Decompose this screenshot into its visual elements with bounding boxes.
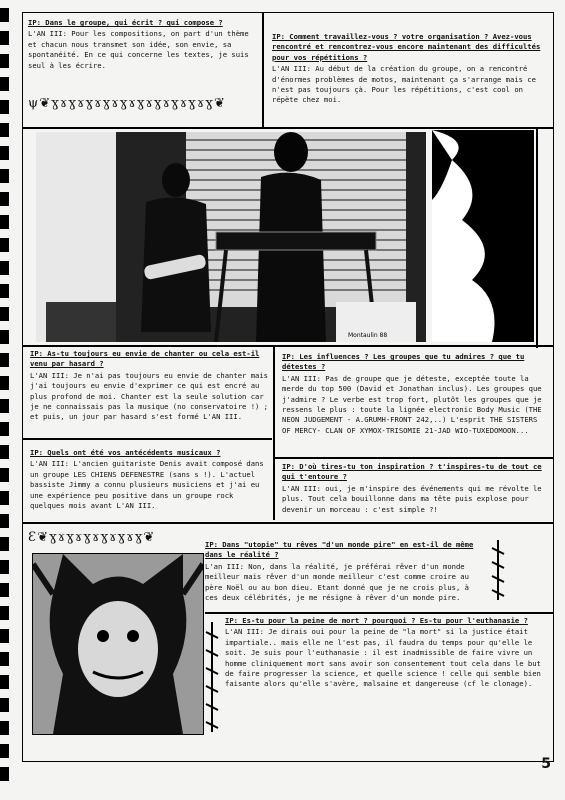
ornament-border: Ɛ❦ɣɤɣɤɣɤɣɤɣɤɣ❦ [28,530,156,545]
binding-hole [0,376,9,390]
binding-hole [0,652,9,666]
binding-hole [0,353,9,367]
binding-hole [0,284,9,298]
binding-hole [0,100,9,114]
binding-hole [0,146,9,160]
binding-hole [0,422,9,436]
binding-hole [0,330,9,344]
divider-line [22,438,272,440]
column-divider [273,345,275,520]
binding-holes [0,0,10,800]
binding-hole [0,123,9,137]
binding-hole [0,583,9,597]
binding-hole [0,169,9,183]
answer-text: L'AN III: Je n'ai pas toujours eu envie de chanter mais j'ai toujours eu envie d'exprimer ce qui est encré au plus profond de moi. Chanter est la seule solution car je ne connaissais pas la musique (no conservatoire !) ; et puis, un jour par hasard s'est formé L'AN III. [30,370,268,422]
question-text: IP: Quels ont été vos antécédents musicaux ? [30,448,221,457]
binding-hole [0,192,9,206]
binding-hole [0,514,9,528]
decorative-artwork [432,130,534,342]
ornament-border: ψ❦ɣɤɣɤɣɤɣɤɣɤɣɤɣɤɣɤɣɤɣ❦ [28,96,226,111]
answer-text: L'AN III: Pour les compositions, on part d'un thème et chacun nous transmet son idée, son envie, sa spontanéité. En ce qui concerne les textes, je suis seul à les écrire. [28,29,249,70]
column-divider [262,12,264,127]
band-photo-image [36,132,426,342]
binding-hole [0,399,9,413]
interview-q5 [282,352,544,436]
question-text: IP: Comment travaillez-vous ? votre organisation ? Avez-vous rencontré et rencontrez-vous encore maintenant des difficultés pour vos répétitions ? [272,32,541,62]
binding-hole [0,31,9,45]
photo-caption: Montaulin 88 [348,332,388,339]
binding-hole [0,238,9,252]
interview-q7 [205,540,485,603]
page-number: 5 [541,756,551,772]
band-photo [36,132,426,342]
binding-hole [0,767,9,781]
question-text: IP: Dans "utopie" tu rêves "d'un monde pire" en est-il de même dans le réalité ? [205,540,474,560]
binding-hole [0,606,9,620]
question-text: IP: Les influences ? Les groupes que tu admires ? que tu détestes ? [282,352,525,372]
binding-hole [0,54,9,68]
binding-hole [0,629,9,643]
binding-hole [0,445,9,459]
answer-text: L'AN III: Pas de groupe que je déteste, exceptée toute la merde du top 500 (David et Jonathan inclus). Les groupes que j'admire ? Le verbe est trop fort, plutôt les groupes que je ressens le plus : toute la lignée electronic Body Music (THE NEON JUDGEMENT - A.GRUMH-FRONT 242,..) L'esprit THE SISTERS OF MERCY- CLAN OF XYMOX-TRISOMIE 21-JAD WIO-TUXEDOMOON... [282,373,542,435]
binding-hole [0,721,9,735]
divider-line [22,127,553,129]
binding-hole [0,307,9,321]
interview-q8 [225,616,545,690]
interview-q3 [30,349,270,423]
vertical-ornament [204,622,220,732]
binding-hole [0,468,9,482]
vertical-ornament [488,540,508,600]
interview-q4 [30,448,270,511]
column-divider [536,128,538,348]
binding-hole [0,261,9,275]
binding-hole [0,8,9,22]
binding-hole [0,560,9,574]
answer-text: L'AN III: Je dirais oui pour la peine de "la mort" si la justice était impartiale.. mais elle ne l'est pas, il faudra du temps pour qu'elle le soit. Je suis pour l'euthanasie : il est inadmissible de faire vivre un homme cliniquement mort sans avoir son consentement tout cela dans le but de faire progresser la science, et quelle science ! celle qui semble bien faisante alors qu'elle s'avère, malsaine et dangereuse (cf le clonage). [225,627,541,689]
binding-hole [0,77,9,91]
interview-q1 [28,18,260,71]
answer-text: L'AN III: oui, je m'inspire des événements qui me révolte le plus. Tout cela bouillonne dans ma tête puis explose pour devenir un morceau : c'est simple ?! [282,483,542,514]
divider-line [205,612,553,614]
question-text: IP: D'où tires-tu ton inspiration ? t'inspires-tu de tout ce qui t'entoure ? [282,462,542,482]
answer-text: L'an III: Non, dans la réalité, je préférai rêver d'un monde meilleur mais rêver d'un monde meilleur c'est comme croire au père Noël ou au bon dieu. Etant donné que je ne crois plus, à ces deux célébrités, je me résigne à rêver d'un monde pire. [205,561,469,603]
question-text: IP: As-tu toujours eu envie de chanter ou cela est-il venu par hasard ? [30,349,260,369]
binding-hole [0,215,9,229]
binding-hole [0,675,9,689]
divider-line [22,345,553,347]
divider-line [273,457,553,459]
interview-q2 [272,32,544,106]
binding-hole [0,491,9,505]
answer-text: L'AN III: Au début de la création du groupe, on a rencontré d'énormes problèmes de motos, maintenant ça s'arrange mais ce n'est pas toujours çà. Pour les répétitions, c'est cool on répète chez moi. [272,64,536,105]
binding-hole [0,744,9,758]
binding-hole [0,537,9,551]
answer-text: L'AN III: L'ancien guitariste Denis avait composé dans un groupe LES CHIENS DEFENESTRE (sans s !). L'actuel bassiste Jimmy a connu plusieurs musiciens et j'ai eu une expérience peu positive dans un groupe rock quelques mois avant L'AN III. [30,459,264,511]
interview-q6 [282,462,544,515]
divider-line [22,522,553,524]
binding-hole [0,698,9,712]
grotesque-illustration [32,553,204,735]
question-text: IP: Dans le groupe, qui écrit ? qui compose ? [28,18,223,27]
question-text: IP: Es-tu pour la peine de mort ? pourquoi ? Es-tu pour l'euthanasie ? [225,616,528,625]
